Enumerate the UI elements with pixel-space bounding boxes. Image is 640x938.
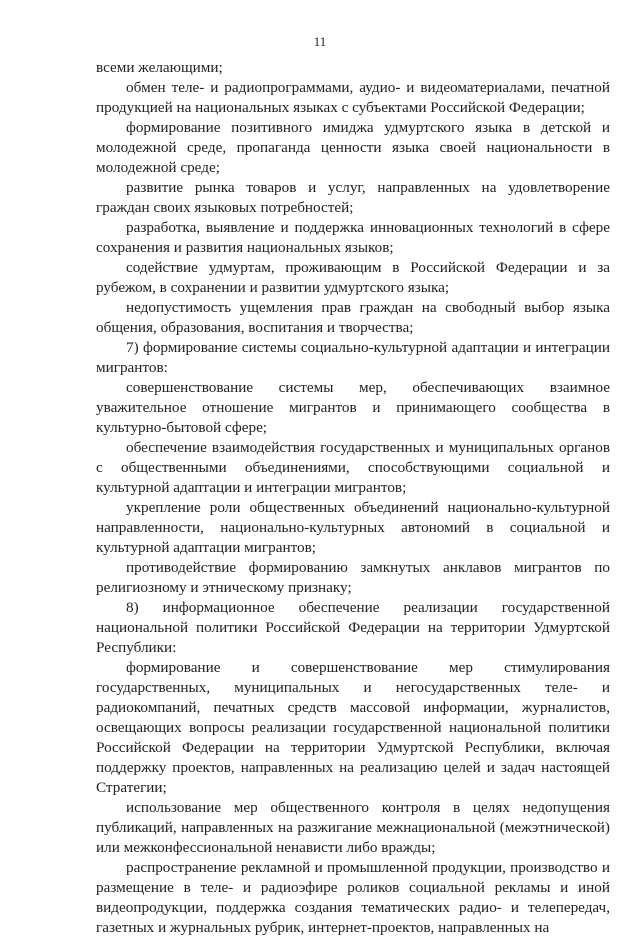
paragraph: противодействие формированию замкнутых анклавов мигрантов по религиозному и этническому признаку; xyxy=(96,559,610,596)
paragraph: обеспечение взаимодействия государственных и муниципальных органов с общественными объединениями, способствующими социальной и культурной адаптации и интеграции мигрантов; xyxy=(96,439,610,496)
paragraph: содействие удмуртам, проживающим в Российской Федерации и за рубежом, в сохранении и развитии удмуртского языка; xyxy=(96,259,610,296)
paragraph: укрепление роли общественных объединений национально-культурной направленности, национально-культурных автономий в социальной и культурной адаптации мигрантов; xyxy=(96,499,610,556)
paragraph: обмен теле- и радиопрограммами, аудио- и видеоматериалами, печатной продукцией на национальных языках с субъектами Российской Федерации; xyxy=(96,79,610,116)
paragraph: развитие рынка товаров и услуг, направленных на удовлетворение граждан своих языковых потребностей; xyxy=(96,179,610,216)
paragraph: разработка, выявление и поддержка инновационных технологий в сфере сохранения и развития национальных языков; xyxy=(96,219,610,256)
paragraph: совершенствование системы мер, обеспечивающих взаимное уважительное отношение мигрантов и принимающего сообщества в культурно-бытовой сфере; xyxy=(96,379,610,436)
section-heading: 7) формирование системы социально-культурной адаптации и интеграции мигрантов: xyxy=(96,339,610,376)
document-body xyxy=(96,58,610,938)
section-heading: 8) информационное обеспечение реализации государственной национальной политики Российской Федерации на территории Удмуртской Республики: xyxy=(96,599,610,656)
paragraph: всеми желающими; xyxy=(96,59,223,76)
paragraph: недопустимость ущемления прав граждан на свободный выбор языка общения, образования, воспитания и творчества; xyxy=(96,299,610,336)
paragraph: распространение рекламной и промышленной продукции, производство и размещение в теле- и радиоэфире роликов социальной рекламы и иной видеопродукции, поддержка создания тематических радио- и телепередач, газетных и журнальных рубрик, интернет-проектов, направленных на xyxy=(96,859,610,936)
paragraph: формирование позитивного имиджа удмуртского языка в детской и молодежной среде, пропаганда ценности языка своей национальности в молодежной среде; xyxy=(96,119,610,176)
paragraph: формирование и совершенствование мер стимулирования государственных, муниципальных и негосударственных теле- и радиокомпаний, печатных средств массовой информации, журналистов, освещающих вопросы реализации государственной национальной политики Российской Федерации на территории Удмуртской Республики, включая поддержку проектов, направленных на реализацию целей и задач настоящей Стратегии; xyxy=(96,659,610,796)
paragraph: использование мер общественного контроля в целях недопущения публикаций, направленных на разжигание межнациональной (межэтнической) или межконфессиональной ненависти либо вражды; xyxy=(96,799,610,856)
page-number: 11 xyxy=(313,34,327,49)
